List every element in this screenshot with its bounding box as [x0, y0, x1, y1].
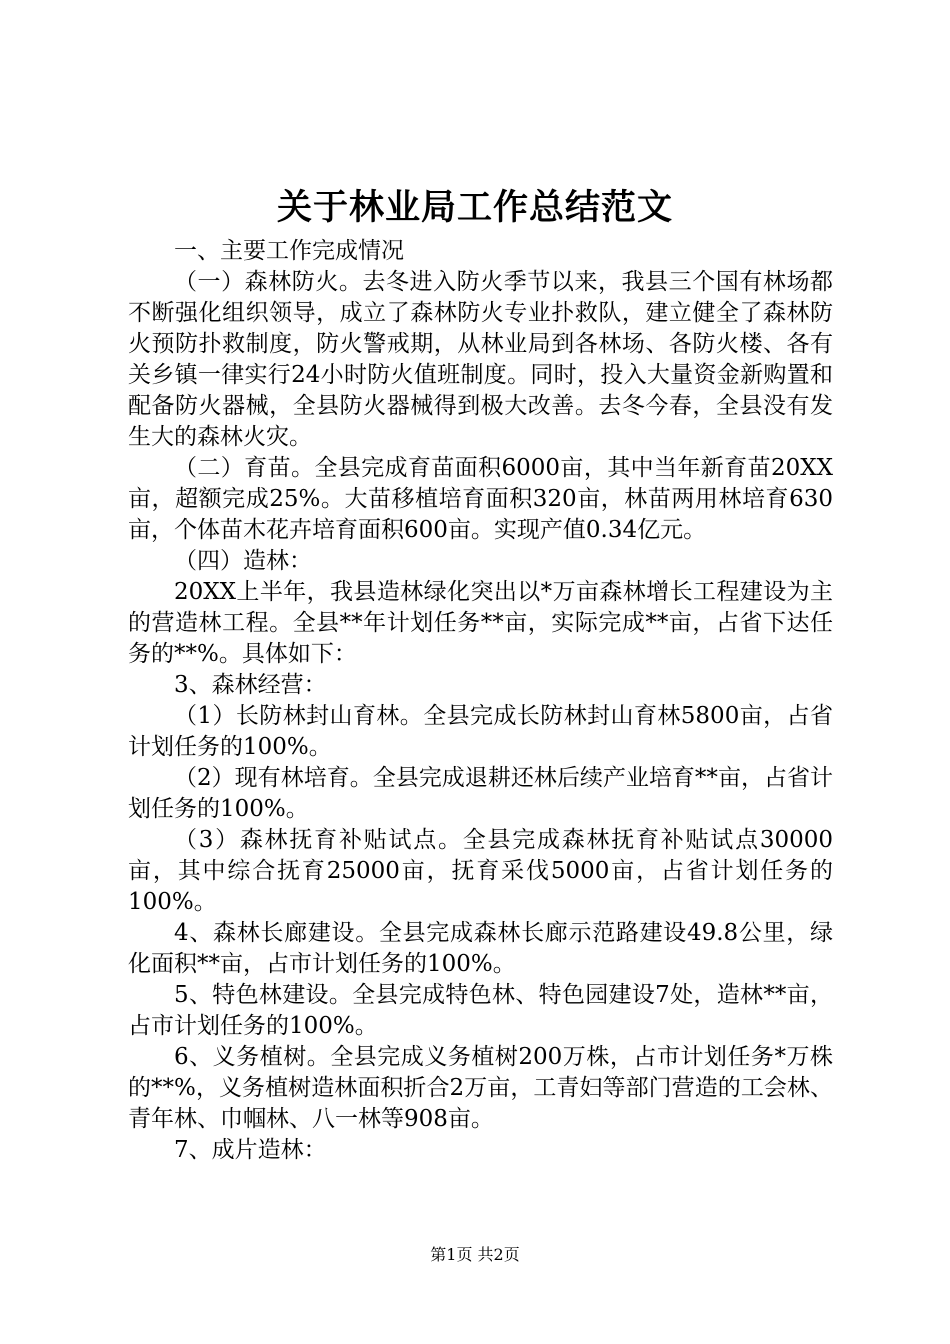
paragraph-forest-corridor: 4、森林长廊建设。全县完成森林长廊示范路建设49.8公里，绿化面积**亩，占市计划任务的100%。	[128, 920, 833, 977]
paragraph-afforestation-heading: （四）造林：	[174, 548, 312, 574]
document-body	[128, 236, 833, 1166]
paragraph-voluntary-planting: 6、义务植树。全县完成义务植树200万株，占市计划任务*万株的**%，义务植树造林面积折合2万亩，工青妇等部门营造的工会林、青年林、巾帼林、八一林等908亩。	[128, 1044, 833, 1132]
paragraph-seedlings: （二）育苗。全县完成育苗面积6000亩，其中当年新育苗20XX亩，超额完成25%。大苗移植培育面积320亩，林苗两用林培育630亩，个体苗木花卉培育面积600亩。实现产值0.34亿元。	[128, 455, 833, 543]
paragraph-afforestation: 20XX上半年，我县造林绿化突出以*万亩森林增长工程建设为主的营造林工程。全县**年计划任务**亩，实际完成**亩，占省下达任务的**%。具体如下：	[128, 579, 833, 667]
paragraph-fire-prevention: （一）森林防火。去冬进入防火季节以来，我县三个国有林场都不断强化组织领导，成立了森林防火专业扑救队，建立健全了森林防火预防扑救制度，防火警戒期，从林业局到各林场、各防火楼、各有关乡镇一律实行24小时防火值班制度。同时，投入大量资金新购置和配备防火器械，全县防火器械得到极大改善。去冬今春，全县没有发生大的森林火灾。	[128, 269, 833, 450]
paragraph-mountain-closure: （1）长防林封山育林。全县完成长防林封山育林5800亩，占省计划任务的100%。	[128, 703, 833, 760]
paragraph-forest-management-heading: 3、森林经营：	[174, 672, 327, 698]
section-heading: 一、主要工作完成情况	[174, 238, 404, 264]
document-title: 关于林业局工作总结范文	[276, 187, 673, 228]
paragraph-featured-forest: 5、特色林建设。全县完成特色林、特色园建设7处，造林**亩，占市计划任务的100%。	[128, 982, 833, 1039]
paragraph-tending-subsidy: （3）森林抚育补贴试点。全县完成森林抚育补贴试点30000亩，其中综合抚育25000亩，抚育采伐5000亩，占省计划任务的100%。	[128, 827, 833, 915]
paragraph-block-afforestation: 7、成片造林：	[174, 1137, 327, 1163]
paragraph-existing-forest: （2）现有林培育。全县完成退耕还林后续产业培育**亩，占省计划任务的100%。	[128, 765, 833, 822]
page-number-footer: 第1页 共2页	[430, 1245, 520, 1264]
